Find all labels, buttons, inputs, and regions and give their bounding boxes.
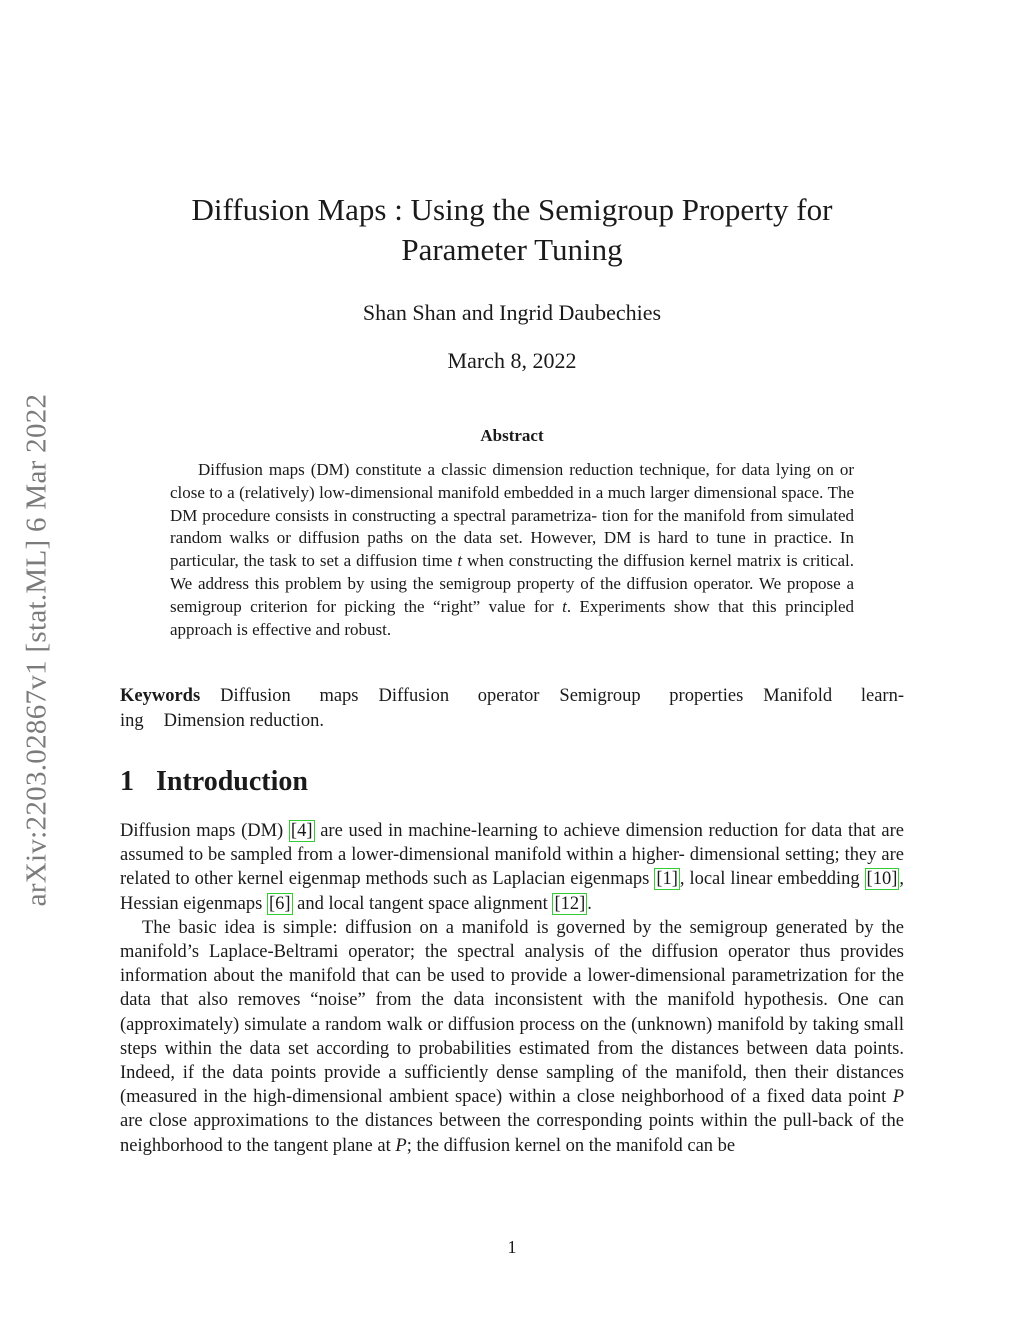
abstract-text: Diffusion maps (DM) constitute a classic dimension reduction technique, for data lying on or close to a (relatively) low-dimensional manifold embedded in a much larger dimensional space. The DM procedure consists in constructing a spectral parametriza- tion for the manifold from simulated random walks or diffusion paths on the data set. However, DM is hard to tune in practice. In particular, the task to set a diffusion time <box>170 460 854 571</box>
authors: Shan Shan and Ingrid Daubechies <box>362 300 662 325</box>
paper-title <box>120 190 904 270</box>
arxiv-identifier-text: arXiv:2203.02867v1 [stat.ML] 6 Mar 2022 <box>20 393 53 907</box>
abstract-text: when constructing the diffusion kernel matrix is critical. We address this problem by using the semigroup property of the diffusion operator. We propose a semigroup criterion for picking the “right” value for <box>170 551 854 616</box>
abstract-body <box>170 459 854 641</box>
keywords-label: Keywords <box>120 686 201 706</box>
citation-link[interactable]: [12] <box>554 893 586 914</box>
math-var: t <box>457 551 463 571</box>
math-var: P <box>892 1087 904 1108</box>
paragraph-text: Diffusion maps (DM) <box>120 821 289 841</box>
paragraph-text: The basic idea is simple: diffusion on a manifold is governed by the semigroup generated by the manifold’s Laplace-Beltrami operator; the spectral analysis of the diffusion operator thus provides information about the manifold that can be used to provide a lower-dimensional parametrization for the data that also removes “noise” from the data inconsistent with the manifold hypothesis. One can (approximately) simulate a random walk or diffusion process on the (unknown) manifold by taking small steps within the data set according to probabilities estimated from the distances between data points. Indeed, if the data points provide a sufficiently dense sampling of the manifold, then their distances (measured in the high-dimensional ambient space) within a close neighborhood of a fixed data point <box>120 917 904 1108</box>
section-heading <box>120 766 308 798</box>
paragraph-text: ; the diffusion kernel on the manifold can be <box>406 1135 736 1156</box>
section-number: 1 <box>120 766 134 797</box>
paragraph <box>120 819 904 916</box>
section-body <box>120 819 904 1158</box>
citation-link[interactable]: [6] <box>268 893 291 914</box>
paragraph-text: are used in machine-learning to achieve dimension reduction for data that are assumed to be sampled from a lower-dimensional manifold within a higher- dimensional setting; they are related to other kernel eigenmap methods such as Laplacian eigenmaps <box>120 821 904 890</box>
keyword: Manifold learn- ing <box>120 686 904 731</box>
keywords <box>120 684 904 733</box>
page-number: 1 <box>507 1237 517 1257</box>
paper-title-line1: Diffusion Maps : Using the Semigroup Property for <box>191 192 833 227</box>
keyword: Diffusion operator <box>378 686 540 706</box>
paragraph <box>120 916 904 1158</box>
keyword: Dimension reduction. <box>163 710 324 731</box>
math-var: t <box>562 596 567 616</box>
date: March 8, 2022 <box>447 348 577 373</box>
keyword: Semigroup properties <box>559 686 744 706</box>
math-var: P <box>395 1135 407 1156</box>
citation-link[interactable]: [1] <box>656 869 678 890</box>
paragraph-text: are close approximations to the distances between the corresponding points within the pull-back of the neighborhood to the tangent plane at <box>120 1111 904 1156</box>
section-title: Introduction <box>156 766 308 797</box>
paragraph-text: and local tangent space alignment <box>292 893 553 914</box>
paragraph-text: . <box>587 893 592 914</box>
abstract-text: . Experiments show that this principled approach is effective and robust. <box>170 596 854 639</box>
citation-link[interactable]: [4] <box>290 821 313 841</box>
abstract-heading: Abstract <box>480 426 544 445</box>
arxiv-identifier <box>12 350 62 950</box>
keyword: Diffusion maps <box>220 686 359 706</box>
citation-link[interactable]: [10] <box>866 869 898 890</box>
paragraph-text: , local linear embedding <box>679 869 865 890</box>
paper-title-line2: Parameter Tuning <box>401 232 623 267</box>
paragraph-text: , Hessian eigenmaps <box>120 869 904 914</box>
